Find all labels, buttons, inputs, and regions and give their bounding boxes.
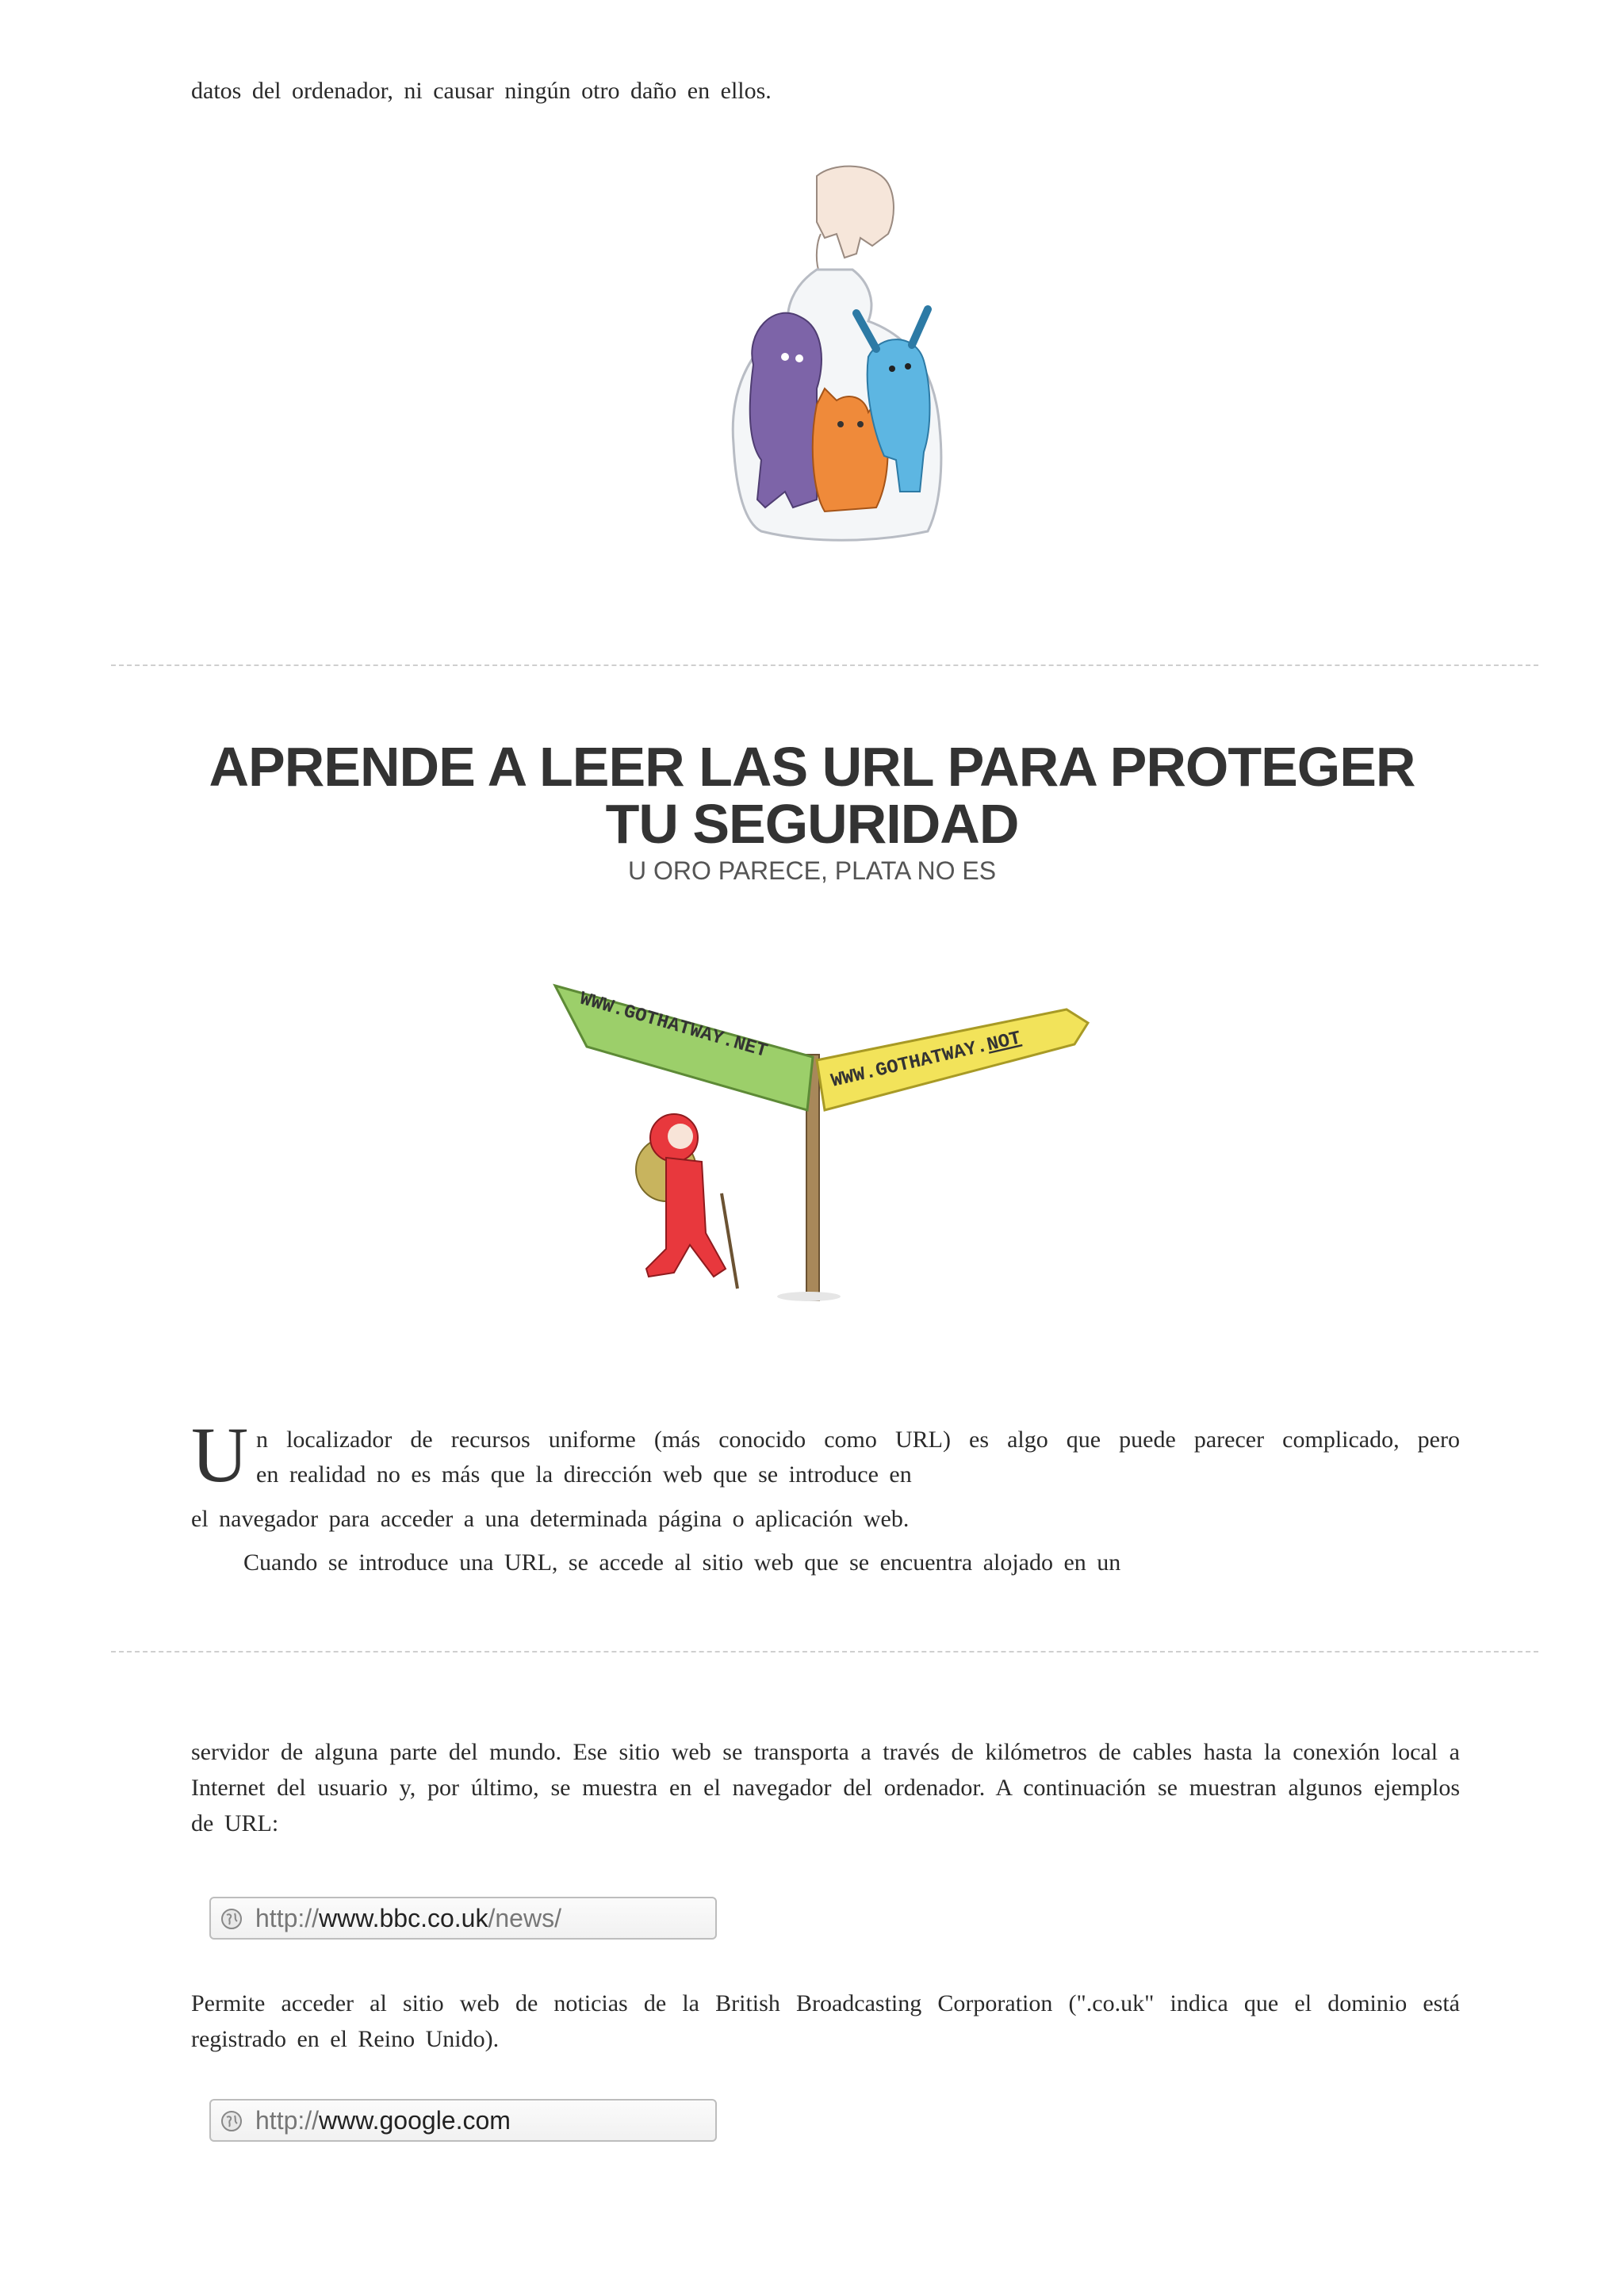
globe-icon xyxy=(220,2110,243,2132)
globe-icon xyxy=(220,1908,243,1930)
intro-line3: el navegador para acceder a una determinada página o aplicación web. xyxy=(191,1506,910,1532)
intro-line1: n localizador de recursos uniforme (más conocido como URL) es algo que puede parecer complicado, pero xyxy=(256,1427,1460,1453)
body-paragraph: servidor de alguna parte del mundo. Ese sitio web se transporta a través de kilómetros de cables hasta la conexión local a Internet del usuario y, por último, se muestra en el navegador del ordenador. A continuación se muestran algunos ejemplos de URL: xyxy=(191,1739,1460,1836)
page-subtitle: U ORO PARECE, PLATA NO ES xyxy=(627,856,997,885)
page-title-line1: APRENDE A LEER LAS URL PARA PROTEGER xyxy=(209,736,1415,798)
page-title-line2: TU SEGURIDAD xyxy=(605,793,1019,855)
right-sign-suffix: NOT xyxy=(985,1028,1024,1057)
monsters-in-jar-illustration xyxy=(698,159,952,555)
url-bar-example xyxy=(209,1897,717,1940)
right-sign-text: WWW.GOTHATWAY. xyxy=(829,1036,990,1093)
url-prefix: http:// xyxy=(255,1904,320,1932)
left-sign-text: WWW.GOTHATWAY.NET xyxy=(576,988,770,1063)
url-path: /news/ xyxy=(488,1904,561,1932)
intro-line2: en realidad no es más que la dirección web que se introduce en xyxy=(256,1461,912,1488)
top-paragraph-fragment: datos del ordenador, ni causar ningún otro daño en ellos. xyxy=(191,78,772,104)
section-divider xyxy=(111,664,1538,666)
signpost-illustration xyxy=(547,971,1102,1312)
url-bar-example xyxy=(209,2099,717,2142)
url-prefix: http:// xyxy=(255,2106,320,2135)
intro-line4: Cuando se introduce una URL, se accede al sitio web que se encuentra alojado en un xyxy=(243,1549,1121,1576)
url-domain: www.google.com xyxy=(319,2106,511,2135)
drop-cap: U xyxy=(191,1411,249,1499)
body-paragraph: Permite acceder al sitio web de noticias de la British Broadcasting Corporation (".co.uk" indica que el dominio está registrado en el Reino Unido). xyxy=(191,1990,1460,2052)
section-divider xyxy=(111,1651,1538,1653)
url-domain: www.bbc.co.uk xyxy=(319,1904,488,1932)
